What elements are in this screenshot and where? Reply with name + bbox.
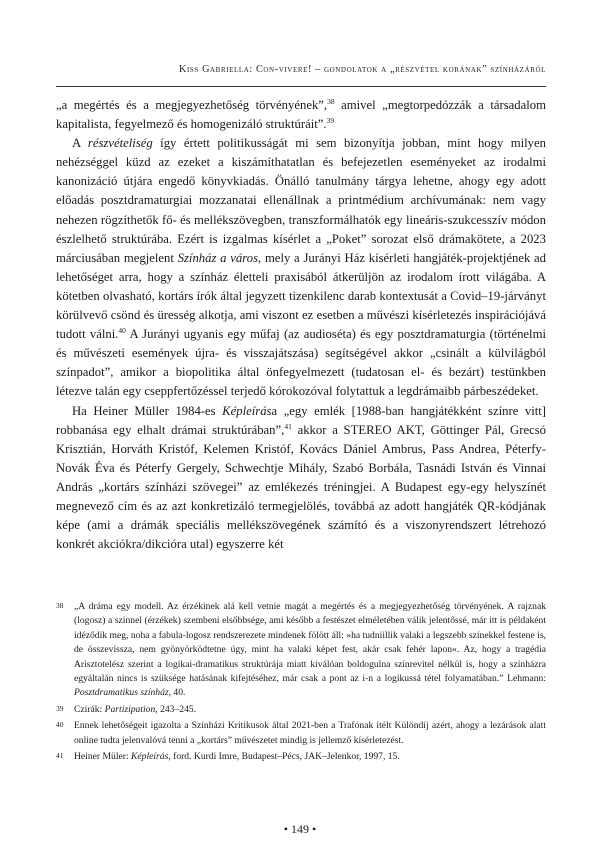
footnotes — [56, 600, 546, 766]
italic-title: Képleírás — [222, 403, 272, 418]
footnote-text — [74, 750, 546, 764]
text-run: , mely a Jurányi Ház kísérleti hangjáték-projektjének ad lehetőséget arra, hogy a színház életteli praxisából átkerüljön az irodalom írott világába. A kötetben olvasható, kortárs írók által jegyzett tizenkilenc darab kontextusát a Covid–19-járványt körülvevő csönd és üresség alkotja, ami viszont ez esetben a művészi kísérletezés inspirációjává tudott válni. — [56, 250, 547, 342]
running-header: Kiss Gabriella: Con-vivere! – gondolatok a „részvétel korának” színházáról — [179, 64, 546, 75]
text-run: Heiner Müler: — [74, 751, 132, 763]
footnote-text — [74, 703, 546, 717]
footnote — [56, 600, 546, 701]
text-run: , 40. — [168, 687, 186, 699]
footnote-number: 40 — [56, 720, 64, 730]
text-run: A — [72, 136, 88, 151]
text-run: Ennek lehetőségeit igazolta a Színházi Kritikusok által 2021-ben a Trafónak ítélt Különdíj azért, ahogy a lezárások alatt online tudta jelenvalóvá tenni a „kortárs” művészetet mindig is jellemző kísérletezést. — [74, 720, 546, 746]
paragraph — [56, 134, 546, 401]
footnote — [56, 703, 546, 717]
footnote-reference: 41 — [284, 421, 292, 431]
page-number: • 149 • — [283, 822, 317, 836]
text-run: Ha Heiner Müller 1984-es — [72, 403, 223, 418]
footnote-number: 41 — [56, 751, 64, 761]
text-run: akkor a STEREO AKT, Göttinger Pál, Grecsó Krisztián, Horváth Kristóf, Kelemen Kristóf, Kovács Dániel Ambrus, Pass Andrea, Péterfy-Novák Éva és Péterfy Gergely, Schwechtje Mihály, Szabó Borbála, Tasnádi István és Vinnai András „kortárs színházi szövegei” az emlékezés tréningjei. A Budapest egy-egy helyszínét megnevező cím és az azt konkretizáló termegjelölés, továbbá az adott hangjáték QR-kódjának képe (ami a drámák speciális mellékszövegének számító és a viszonyrendszert létrehozó konkrét akciókra/dikcióra utal) egyszerre két — [56, 422, 546, 552]
text-run: „A dráma egy modell. Az érzékinek alá kell vetnie magát a megértés és a megjegyezhetőség törvényének. A rajznak (logosz) a színnel (érzékek) szembeni elsőbbsége, ami később a festészet elméletében válik jelentőssé, már itt is példaként idéződik meg, noha a fabula-logosz rendszerezete mindenek fölött áll: »ha tudniillik valaki a legszebb színekkel festene is, de összevissza, nem gyönyörködtetne úgy, mint ha valaki képet fest, akár csak fehér lapon«. Az, hogy a tragédia Arisztotelész szerint a logikai-dramatikus struktúrája miatt kiválóan boldogulna színrevitel nélkül is, hogy a színházra egyáltalán nincs is szüksége hatásának kifejtéséhez, már csak a pont az i-n a logikussá tétel folyamatában.” Lehmann: — [74, 601, 546, 685]
text-run: így értett politikusságát mi sem bizonyítja jobban, mint hogy milyen nehézséggel küzd az ezeket a kiszámíthatatlan és befejezetlen eseményeket az irodalmi kanonizáció útjára engedő könyvkiadás. Önálló tanulmány tárgya lehetne, ahogy egy adott előadás posztdramaturgiai mozzanatai ellenállnak a printmédium archívumának: nem vagy nehezen rögzíthetők fő- és mellékszövegben, transzformálhatók egy lineáris-szukcesszív módon észlelhető struktúrába. Ezért is izgalmas kísérlet a „Poket” sorozat első drámakötete, a 2023 márciusában megjelent — [56, 136, 546, 265]
footnote-reference: 39 — [326, 115, 335, 125]
text-run: A Jurányi ugyanis egy műfaj (az audioséta) és egy posztdramaturgia (történelmi és művészeti események újra- és visszajátszása) segítségével akkor „csinált a külvilágból színpadot”, amikor a biopolitika által önfegyelmezett (tudatosan el- és bezárt) testünkben létezve talán egy cseppfertőzéssel terjedő kórokozóval folytattuk a legdrámaibb párbeszédeket. — [56, 327, 546, 399]
text-run: a „egy emlék [1988-ban hangjátékként színre vitt] robbanása egy elhalt drámai struktúrában”, — [56, 403, 546, 437]
footnote-text — [74, 719, 546, 748]
italic-title: Színház a város — [177, 250, 259, 265]
footnote-text — [74, 600, 546, 701]
footnote — [56, 750, 546, 764]
text-run: , ford. Kurdi Imre, Budapest–Pécs, JAK–Jelenkor, 1997, 15. — [168, 751, 400, 763]
footnote-number: 39 — [56, 703, 64, 713]
italic-title: Posztdramatikus színház — [74, 687, 169, 699]
text-run: amivel „megtorpedózzák a társadalom kapitalista, fegyelmező és homogenizáló struktúráit”. — [56, 98, 546, 132]
text-run: , 243–245. — [155, 703, 197, 715]
italic-title: részvételiség — [87, 136, 153, 151]
footnote-reference: 40 — [118, 325, 126, 335]
text-run: „a megértés és a megjegyezhetőség törvényének”, — [56, 98, 328, 112]
italic-title: Partizipation — [104, 703, 156, 715]
paragraph — [56, 402, 546, 555]
footnote-number: 38 — [56, 601, 64, 610]
header-rule — [56, 86, 546, 87]
paragraph — [56, 96, 546, 134]
footnote-reference: 38 — [327, 96, 335, 106]
italic-title: Képleírás — [131, 751, 169, 763]
footnote — [56, 719, 546, 748]
text-run: Czirák: — [74, 703, 105, 715]
body-text — [56, 96, 546, 554]
